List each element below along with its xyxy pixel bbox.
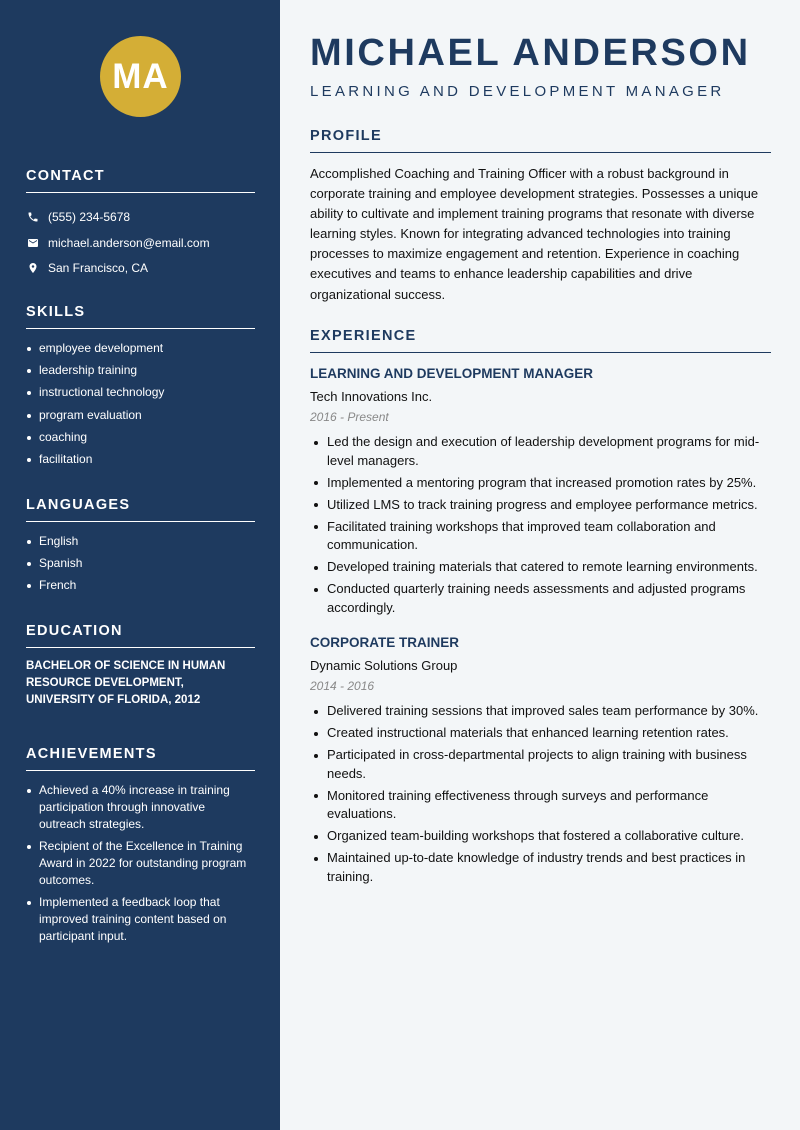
job-bullet: Implemented a mentoring program that increased promotion rates by 25%. — [310, 474, 771, 493]
languages-section — [26, 497, 255, 600]
language-item: Spanish — [26, 555, 255, 572]
contact-phone — [26, 204, 255, 230]
job-entry — [310, 366, 771, 621]
language-item: English — [26, 533, 255, 550]
achievement-item: Achieved a 40% increase in training participation through innovative outreach strategies. — [26, 782, 255, 833]
job-bullet: Led the design and execution of leadership development programs for mid-level managers. — [310, 433, 771, 470]
skill-item: coaching — [26, 429, 255, 446]
job-title: LEARNING AND DEVELOPMENT MANAGER — [310, 366, 594, 381]
job-bullets — [310, 702, 771, 886]
education-text: BACHELOR OF SCIENCE IN HUMAN RESOURCE DEVELOPMENT, UNIVERSITY OF FLORIDA, 2012 — [26, 660, 226, 706]
contact-list — [26, 204, 255, 281]
profile-text: Accomplished Coaching and Training Officer with a robust background in corporate training and employee development strategies. Possesses a unique ability to cultivate and implement training programs that resonate with diverse learning styles. Known for integrating advanced technologies into training processes to maximize engagement and retention. Experience in coaching executives and teams to enhance leadership capabilities and drive organizational success. — [310, 166, 759, 302]
job-company: Tech Innovations Inc. — [310, 389, 433, 404]
contact-email — [26, 230, 255, 256]
email-icon — [26, 236, 39, 249]
skills-section — [26, 304, 255, 473]
job-bullet: Organized team-building workshops that fostered a collaborative culture. — [310, 827, 771, 846]
skills-heading: SKILLS — [26, 304, 255, 329]
education-section — [26, 623, 255, 709]
candidate-title: LEARNING AND DEVELOPMENT MANAGER — [310, 83, 725, 100]
job-bullet: Utilized LMS to track training progress and employee performance metrics. — [310, 496, 771, 515]
education-heading: EDUCATION — [26, 623, 255, 648]
achievement-item: Recipient of the Excellence in Training Award in 2022 for outstanding program outcomes. — [26, 838, 255, 889]
email-text: michael.anderson@email.com — [48, 235, 210, 250]
skill-item: facilitation — [26, 451, 255, 468]
achievements-list — [26, 782, 255, 945]
skill-item: program evaluation — [26, 407, 255, 424]
job-bullet: Facilitated training workshops that improved team collaboration and communication. — [310, 518, 771, 555]
candidate-name: MICHAEL ANDERSON — [310, 32, 751, 74]
job-bullets — [310, 433, 771, 617]
languages-list — [26, 533, 255, 594]
achievements-heading: ACHIEVEMENTS — [26, 746, 255, 771]
job-dates: 2016 - Present — [310, 410, 389, 424]
job-title: CORPORATE TRAINER — [310, 635, 460, 650]
sidebar — [0, 0, 280, 1130]
location-text: San Francisco, CA — [48, 261, 149, 276]
location-pin-icon — [26, 262, 39, 275]
skills-list — [26, 340, 255, 468]
contact-section — [26, 168, 255, 281]
job-dates: 2014 - 2016 — [310, 679, 375, 693]
avatar — [100, 36, 181, 117]
phone-text: (555) 234-5678 — [48, 209, 131, 224]
skill-item: instructional technology — [26, 384, 255, 401]
job-bullet: Monitored training effectiveness through surveys and performance evaluations. — [310, 787, 771, 824]
job-bullet: Participated in cross-departmental projects to align training with business needs. — [310, 746, 771, 783]
contact-heading: CONTACT — [26, 168, 255, 193]
job-company: Dynamic Solutions Group — [310, 658, 458, 673]
job-entry — [310, 635, 771, 890]
phone-icon — [26, 210, 39, 223]
achievements-section — [26, 746, 255, 951]
experience-section — [310, 328, 771, 353]
job-bullet: Conducted quarterly training needs assessments and adjusted programs accordingly. — [310, 580, 771, 617]
language-item: French — [26, 577, 255, 594]
profile-section — [310, 128, 771, 305]
skill-item: employee development — [26, 340, 255, 357]
job-bullet: Created instructional materials that enhanced learning retention rates. — [310, 724, 771, 743]
experience-heading: EXPERIENCE — [310, 328, 771, 353]
main-content — [280, 0, 800, 1130]
skill-item: leadership training — [26, 362, 255, 379]
languages-heading: LANGUAGES — [26, 497, 255, 522]
job-bullet: Delivered training sessions that improved sales team performance by 30%. — [310, 702, 771, 721]
profile-heading: PROFILE — [310, 128, 771, 153]
achievement-item: Implemented a feedback loop that improved training content based on participant input. — [26, 894, 255, 945]
job-bullet: Maintained up-to-date knowledge of industry trends and best practices in training. — [310, 849, 771, 886]
contact-location — [26, 255, 255, 281]
job-bullet: Developed training materials that catered to remote learning environments. — [310, 558, 771, 577]
avatar-initials: MA — [112, 56, 169, 96]
